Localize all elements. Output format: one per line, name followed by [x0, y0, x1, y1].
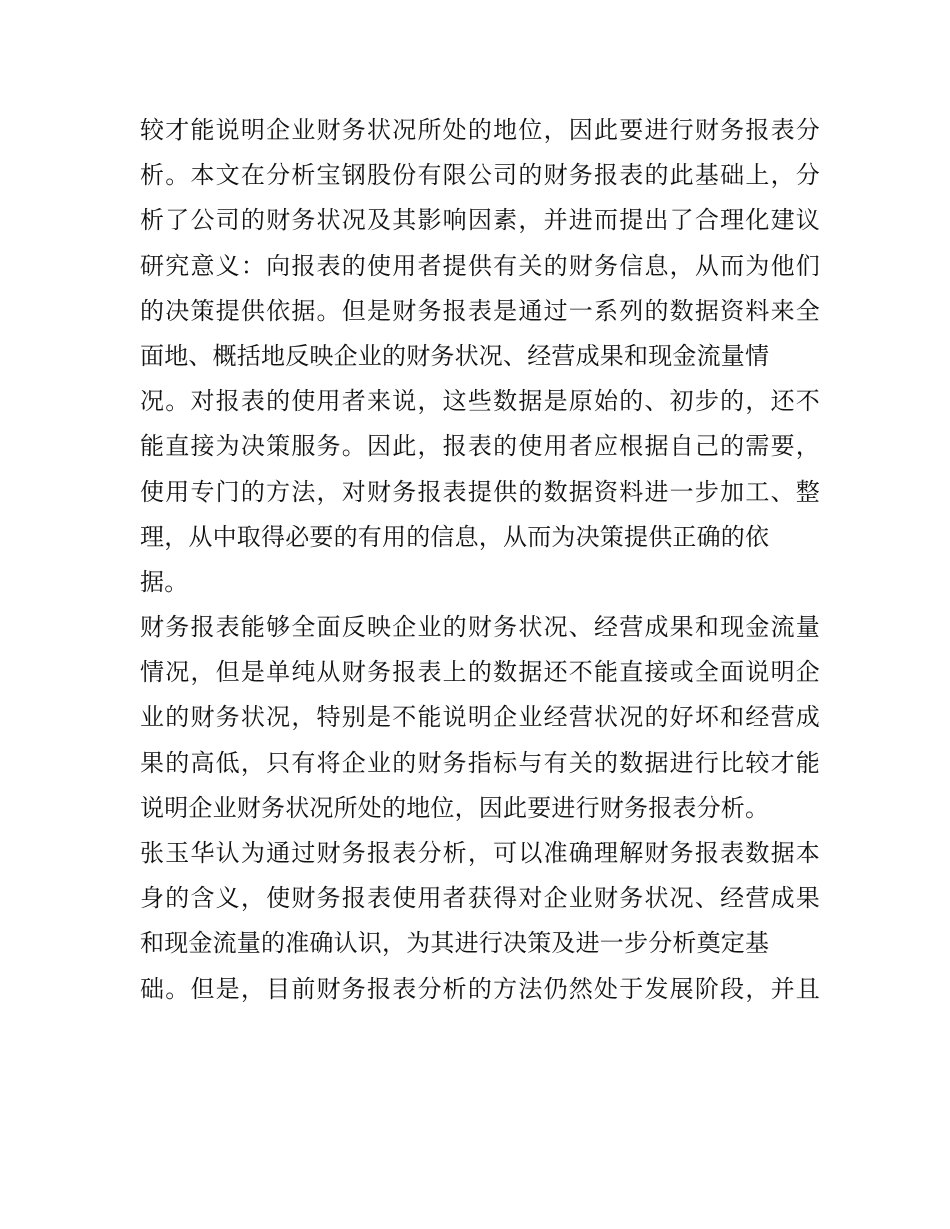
- text-line: 张玉华认为通过财务报表分析，可以准确理解财务报表数据本: [140, 839, 820, 867]
- text-line: 础。但是，目前财务报表分析的方法仍然处于发展阶段，并且: [140, 974, 820, 1003]
- text-line: 析了公司的财务状况及其影响因素，并进而提出了合理化建议: [140, 206, 820, 235]
- text-line: 析。本文在分析宝钢股份有限公司的财务报表的此基础上，分: [140, 161, 820, 190]
- text-line: 面地、概括地反映企业的财务状况、经营成果和现金流量情: [140, 341, 770, 370]
- text-line: 理，从中取得必要的有用的信息，从而为决策提供正确的依: [140, 522, 770, 551]
- text-line: 财务报表能够全面反映企业的财务状况、经营成果和现金流量: [140, 613, 820, 642]
- text-line: 身的含义，使财务报表使用者获得对企业财务状况、经营成果: [140, 884, 820, 913]
- text-line: 况。对报表的使用者来说，这些数据是原始的、初步的，还不: [140, 387, 820, 416]
- body-text: [140, 108, 820, 1012]
- text-line: 研究意义：向报表的使用者提供有关的财务信息，从而为他们: [140, 251, 820, 280]
- text-line: 的决策提供依据。但是财务报表是通过一系列的数据资料来全: [140, 296, 820, 325]
- text-line: 业的财务状况，特别是不能说明企业经营状况的好坏和经营成: [140, 703, 820, 732]
- text-line: 说明企业财务状况所处的地位，因此要进行财务报表分析。: [140, 793, 770, 822]
- text-line: 较才能说明企业财务状况所处的地位，因此要进行财务报表分: [140, 116, 820, 144]
- text-line: 据。: [140, 567, 189, 596]
- text-line: 果的高低，只有将企业的财务指标与有关的数据进行比较才能: [140, 748, 820, 777]
- text-line: 和现金流量的准确认识，为其进行决策及进一步分析奠定基: [140, 929, 770, 958]
- text-line: 能直接为决策服务。因此，报表的使用者应根据自己的需要，: [140, 432, 820, 461]
- text-line: 使用专门的方法，对财务报表提供的数据资料进一步加工、整: [140, 477, 820, 506]
- text-line: 情况，但是单纯从财务报表上的数据还不能直接或全面说明企: [140, 658, 820, 687]
